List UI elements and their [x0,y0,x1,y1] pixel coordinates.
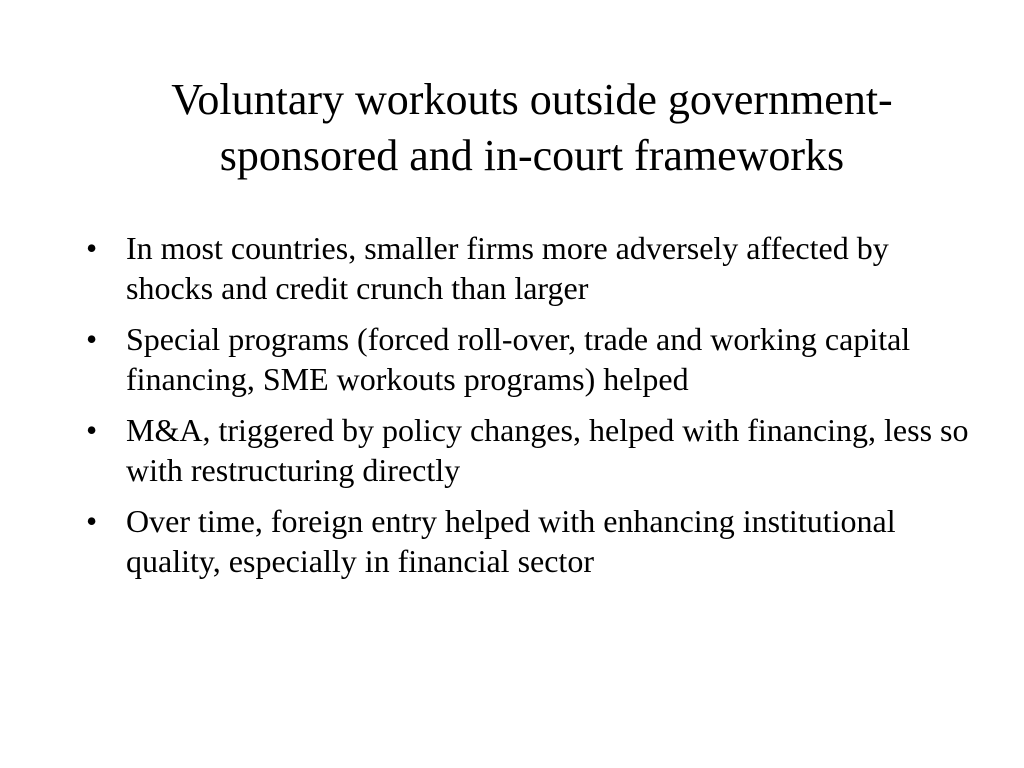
bullet-item [84,319,974,399]
bullet-item [84,410,974,490]
bullet-text: Special programs (forced roll-over, trade and working capital financing, SME workouts programs) helped [126,321,911,397]
bullet-icon: • [86,230,98,266]
bullet-icon: • [86,412,98,448]
bullet-item [84,501,974,581]
bullet-text: M&A, triggered by policy changes, helped with financing, less so with restructuring directly [126,412,969,488]
slide-title: Voluntary workouts outside government-sponsored and in-court frameworks [171,75,893,180]
bullet-icon: • [86,503,98,539]
bullet-icon: • [86,321,98,357]
bullet-item [84,228,974,308]
bullet-text: In most countries, smaller firms more adversely affected by shocks and credit crunch than larger [126,230,889,306]
bullet-list [84,228,974,592]
bullet-text: Over time, foreign entry helped with enhancing institutional quality, especially in financial sector [126,503,896,579]
